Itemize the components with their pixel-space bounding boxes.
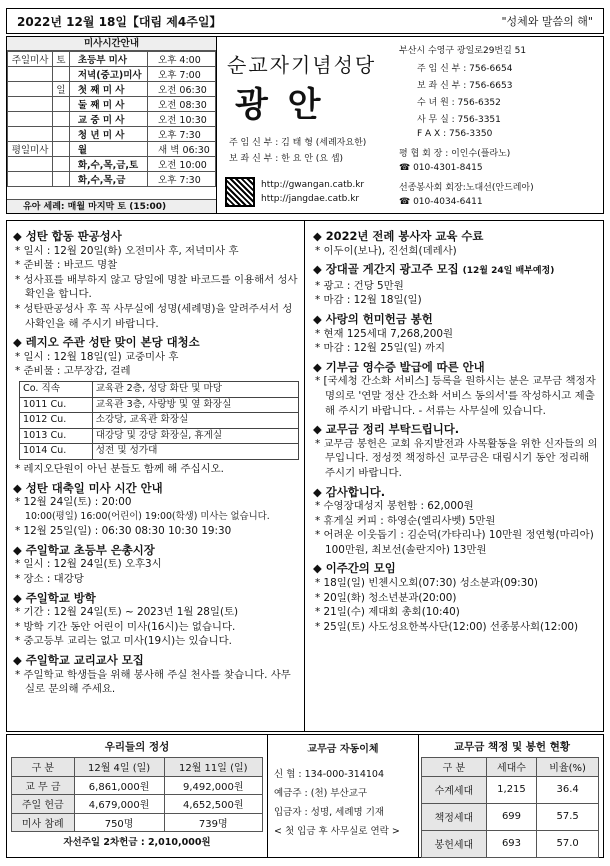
- mass-time: 오후 7:30: [148, 127, 216, 142]
- status-table: [421, 757, 599, 858]
- mass-day: [53, 97, 70, 112]
- left-news-bullet: * 기간 : 12월 24일(토) ~ 2023년 1월 28일(토): [13, 605, 298, 620]
- right-news-bullet: * 25일(토) 사도성요한복사단(12:00) 선종봉사회(12:00): [313, 620, 599, 635]
- mass-row: [8, 82, 216, 97]
- bulletin-date: 2022년 12월 18일【대림 제4주일】: [17, 14, 222, 29]
- mass-day: [53, 127, 70, 142]
- mass-table: [7, 51, 216, 187]
- mass-group: 평일미사: [8, 142, 53, 157]
- mass-day: 일: [53, 82, 70, 97]
- right-news-heading: ◆ 기부금 영수증 발급에 따른 안내: [313, 360, 599, 375]
- offering-row: [12, 776, 263, 795]
- priest-list: [229, 135, 366, 167]
- status-head-cell: 비율(%): [537, 758, 599, 777]
- right-news-bullet: * 18일(일) 빈첸시오회(07:30) 성소분과(09:30): [313, 576, 599, 591]
- left-news-heading: ◆ 주일학교 방학: [13, 591, 298, 606]
- mass-row: [8, 97, 216, 112]
- mass-day: 토: [53, 52, 70, 67]
- mass-group: [8, 157, 53, 172]
- right-news-heading: ◆ 교무금 정리 부탁드립니다.: [313, 422, 599, 437]
- website-link-2[interactable]: http://jangdae.catb.kr: [261, 194, 360, 204]
- contact-line: ☎ 010-4301-8415: [399, 163, 483, 173]
- legio-area: 대강당 및 강당 화장실, 휴게실: [92, 428, 298, 444]
- right-news-bullet: * 광고 : 건당 5만원: [313, 279, 599, 294]
- mass-name: 청 년 미 사: [69, 127, 147, 142]
- contact-line: 보 좌 신 부 : 756-6653: [417, 81, 513, 91]
- mass-name: 화,수,목,금: [69, 172, 147, 187]
- right-news-bullet: * 마감 : 12월 18일(일): [313, 293, 599, 308]
- left-news-bullet: * 일시 : 12월 18일(일) 교중미사 후: [13, 350, 298, 365]
- mass-day: [53, 157, 70, 172]
- legio-unit: 1011 Cu.: [20, 397, 93, 413]
- qr-code-icon: [225, 177, 255, 207]
- legio-row: [20, 397, 299, 413]
- right-news-bullet: * 21일(수) 제대회 총회(10:40): [313, 605, 599, 620]
- right-news-bullet: * 이두이(보나), 진선희(데레사): [313, 244, 599, 259]
- left-news-heading: ◆ 성탄 합동 판공성사: [13, 229, 298, 244]
- contact-line: 수 녀 원 : 756-6352: [417, 98, 501, 108]
- status-cell: 57.0: [537, 830, 599, 857]
- offering-cell: 6,861,000원: [74, 776, 164, 795]
- church-identity: [219, 37, 394, 213]
- right-news-heading: ◆ 사랑의 헌미헌금 봉헌: [313, 312, 599, 327]
- xmas-note: 10:00(평일) 16:00(어린이) 19:00(학생) 미사는 없습니다.: [25, 510, 270, 522]
- mass-row: [8, 52, 216, 67]
- church-address: 부산시 수영구 광일로29번길 51: [399, 46, 527, 56]
- auto-transfer: [267, 735, 419, 857]
- status-cell: 57.5: [537, 803, 599, 830]
- right-news-bullet: * 어려운 이웃돕기 : 김순덕(가타리나) 10만원 정연형(마리아) 100만원, 최보선(솔란지아) 13만원: [313, 528, 599, 557]
- left-news-bullet: * 주일학교 학생들을 위해 봉사해 주실 천사를 찾습니다. 사무실로 문의해 주세요.: [13, 668, 298, 697]
- status-cell: 수계세대: [422, 776, 487, 803]
- bulletin-header: [6, 8, 604, 34]
- legio-unit: 1013 Cu.: [20, 428, 93, 444]
- mass-group: 주일미사: [8, 52, 53, 67]
- contact-line: 평 협 회 장 : 이인수(플라노): [399, 149, 511, 159]
- mass-name: 월: [69, 142, 147, 157]
- status-cell: 699: [486, 803, 536, 830]
- right-news-bullet: * 교무금 봉헌은 교회 유지발전과 사목활동을 위한 신자들의 의무입니다. 정성껏 책정하신 교무금은 대림시기 동안 정리해 주시기 바랍니다.: [313, 437, 599, 481]
- mass-time: 오전 10:30: [148, 112, 216, 127]
- mass-row: [8, 142, 216, 157]
- mass-group: [8, 112, 53, 127]
- left-news-bullet: * 준비물 : 고무장갑, 걸레: [13, 364, 298, 379]
- left-news-bullet: * 일시 : 12월 20일(화) 오전미사 후, 저녁미사 후: [13, 244, 298, 259]
- status-cell: 36.4: [537, 776, 599, 803]
- assistant-line: 보 좌 신 부 : 한 요 안 (요 셉): [229, 154, 344, 164]
- transfer-lines: [268, 755, 418, 851]
- transfer-line: 신 협 : 134-000-314104: [274, 769, 385, 780]
- legio-row: [20, 413, 299, 429]
- offering-head-cell: 구 분: [12, 758, 75, 777]
- status-head-cell: 구 분: [422, 758, 487, 777]
- right-news-heading: ◆ 장대골 게간지 광고주 모집 (12월 24일 배부예정): [313, 262, 599, 279]
- right-news-heading: ◆ 2022년 전례 봉사자 교육 수료: [313, 229, 599, 244]
- legio-unit: 1014 Cu.: [20, 444, 93, 460]
- offering-title: 우리들의 정성: [104, 741, 170, 753]
- status-cell: 봉헌세대: [422, 830, 487, 857]
- left-news-bullet: * 장소 : 대강당: [13, 572, 298, 587]
- mass-row: [8, 112, 216, 127]
- mass-group: [8, 127, 53, 142]
- mass-time: 오후 7:00: [148, 67, 216, 82]
- mass-time: 오전 08:30: [148, 97, 216, 112]
- mass-time: 오후 4:00: [148, 52, 216, 67]
- contact-line: 사 무 실 : 756-3351: [417, 115, 501, 125]
- left-news-bullet: * 방학 기간 동안 어린이 미사(16시)는 없습니다.: [13, 620, 298, 635]
- transfer-line: 예금주 : (천) 부산교구: [274, 788, 368, 799]
- offering-head-cell: 12월 11일 (일): [164, 758, 262, 777]
- transfer-title: 교무금 자동이체: [307, 744, 379, 755]
- mass-day: [53, 67, 70, 82]
- offering-cell: 4,679,000원: [74, 795, 164, 814]
- mass-schedule-title: 미사시간안내: [7, 37, 216, 51]
- status-panel: [421, 735, 603, 858]
- contact-line: 선종봉사회 회장:노대선(안드레아): [399, 183, 534, 193]
- right-news-heading: ◆ 감사합니다.: [313, 485, 599, 500]
- legio-area: 성전 및 성가대: [92, 444, 298, 460]
- legio-unit: 1012 Cu.: [20, 413, 93, 429]
- legio-row: [20, 428, 299, 444]
- right-news-bullet: * [국세청 간소화 서비스] 등록을 원하시는 분은 교무금 책정자 명의로 '연말 정산 간소화 서비스 동의서'를 작성하시고 제출해 주시기 바랍니다. - 서류는 사무실에 있습니다.: [313, 374, 599, 418]
- left-news-heading: ◆ 성탄 대축일 미사 시간 안내: [13, 481, 298, 496]
- offering-cell: 교 무 금: [12, 776, 75, 795]
- church-name-large: 광 안: [235, 85, 325, 125]
- news-right-column: [307, 221, 605, 638]
- mass-row: [8, 157, 216, 172]
- legio-area: 소강당, 교육관 화장실: [92, 413, 298, 429]
- left-news-bullet: * 중고등부 교리는 없고 미사(19시)는 있습니다.: [13, 634, 298, 649]
- status-head-cell: 세대수: [486, 758, 536, 777]
- contact-line: 주 임 신 부 : 756-6654: [417, 64, 513, 74]
- right-news-bullet: * 휴게실 커피 : 하영순(엘리사벳) 5만원: [313, 514, 599, 529]
- mass-schedule: [7, 37, 217, 213]
- offering-head-cell: 12월 4일 (일): [74, 758, 164, 777]
- mass-time: 오전 10:00: [148, 157, 216, 172]
- mass-name: 초등부 미사: [69, 52, 147, 67]
- legio-note: * 레지오단원이 아닌 분들도 함께 해 주십시오.: [13, 462, 298, 477]
- left-news-heading: ◆ 레지오 주관 성탄 맞이 본당 대청소: [13, 335, 298, 350]
- mass-day: [53, 142, 70, 157]
- left-news-bullet: * 준비물 : 바코드 명찰: [13, 258, 298, 273]
- news-area: [6, 220, 604, 732]
- contact-line: ☎ 010-4034-6411: [399, 197, 483, 207]
- news-left-column: [7, 221, 305, 731]
- offering-cell: 4,652,500원: [164, 795, 262, 814]
- legio-unit: Co. 직속: [20, 381, 93, 397]
- offering-head-row: [12, 758, 263, 777]
- right-news-bullet: * 수영장대성지 봉헌함 : 62,000원: [313, 499, 599, 514]
- offering-cell: 9,492,000원: [164, 776, 262, 795]
- offering-table: [11, 757, 263, 832]
- legio-table: [19, 381, 299, 460]
- offering-row: [12, 795, 263, 814]
- mass-name: 저녁(중고)미사: [69, 67, 147, 82]
- mass-day: [53, 112, 70, 127]
- contact-info: [399, 37, 603, 213]
- status-title: 교무금 책정 및 봉헌 현황: [453, 741, 571, 753]
- mass-name: 교 중 미 사: [69, 112, 147, 127]
- left-news-heading: ◆ 주일학교 초등부 은총시장: [13, 543, 298, 558]
- left-news-bullet: * 12월 25일(일) : 06:30 08:30 10:30 19:30: [13, 524, 298, 539]
- mass-row: [8, 67, 216, 82]
- status-head-row: [422, 758, 599, 777]
- status-row: [422, 803, 599, 830]
- mass-group: [8, 172, 53, 187]
- right-news-bullet: * 20일(화) 청소년분과(20:00): [313, 591, 599, 606]
- mass-group: [8, 67, 53, 82]
- status-row: [422, 830, 599, 857]
- mass-row: [8, 172, 216, 187]
- left-news-bullet: * 성사표를 배부하지 않고 당일에 명찰 바코드를 이용해서 성사확인을 합니다.: [13, 273, 298, 302]
- mass-name: 둘 째 미 사: [69, 97, 147, 112]
- mass-name: 화,수,목,금,토: [69, 157, 147, 172]
- left-news-heading: ◆ 주일학교 교리교사 모집: [13, 653, 298, 668]
- status-cell: 693: [486, 830, 536, 857]
- legio-area: 교육관 2층, 성당 화단 및 마당: [92, 381, 298, 397]
- offering-cell: 739명: [164, 813, 262, 832]
- bulletin-motto: "성체와 말씀의 해": [501, 15, 593, 28]
- right-news-subnote: (12월 24일 배부예정): [462, 266, 555, 277]
- offering-cell: 주일 헌금: [12, 795, 75, 814]
- legio-row: [20, 381, 299, 397]
- offering-cell: 미사 참례: [12, 813, 75, 832]
- offering-row: [12, 813, 263, 832]
- right-news-bullet: * 마감 : 12월 25일(일) 까지: [313, 341, 599, 356]
- mass-day: [53, 172, 70, 187]
- transfer-line: 입금자 : 성명, 세례명 기재: [274, 807, 385, 818]
- top-panel: [6, 36, 604, 214]
- contact-line: F A X : 756-3350: [417, 129, 493, 139]
- right-news-bullet: * 현재 125세대 7,268,200원: [313, 327, 599, 342]
- status-cell: 1,215: [486, 776, 536, 803]
- pastor-line: 주 임 신 부 : 김 태 형 (세례자요한): [229, 138, 367, 148]
- left-news-bullet: * 일시 : 12월 24일(토) 오후3시: [13, 557, 298, 572]
- offering-cell: 750명: [74, 813, 164, 832]
- right-news-heading: ◆ 이주간의 모임: [313, 561, 599, 576]
- infant-baptism: 유아 세례: 매월 마지막 토 (15:00): [7, 199, 216, 213]
- status-row: [422, 776, 599, 803]
- status-cell: 책정세대: [422, 803, 487, 830]
- mass-time: 새 벽 06:30: [148, 142, 216, 157]
- church-name-small: 순교자기념성당: [227, 53, 377, 77]
- website-link-1[interactable]: http://gwangan.catb.kr: [261, 180, 365, 190]
- mass-time: 오후 7:30: [148, 172, 216, 187]
- transfer-line: < 첫 입금 후 사무실로 연락 >: [274, 826, 400, 837]
- legio-area: 교육관 3층, 사랑방 및 옆 화장실: [92, 397, 298, 413]
- left-news-bullet: * 12월 24일(토) : 20:00: [13, 495, 298, 510]
- mass-name: 첫 째 미 사: [69, 82, 147, 97]
- left-news-bullet: * 성탄판공성사 후 꼭 사무실에 성명(세례명)을 알려주셔서 성사확인을 해 주시기 바랍니다.: [13, 302, 298, 331]
- finance-panel: [6, 734, 604, 858]
- mass-row: [8, 127, 216, 142]
- mass-group: [8, 97, 53, 112]
- mass-time: 오전 06:30: [148, 82, 216, 97]
- mass-group: [8, 82, 53, 97]
- legio-row: [20, 444, 299, 460]
- special-offering: 자선주일 2차헌금 : 2,010,000원: [63, 837, 211, 848]
